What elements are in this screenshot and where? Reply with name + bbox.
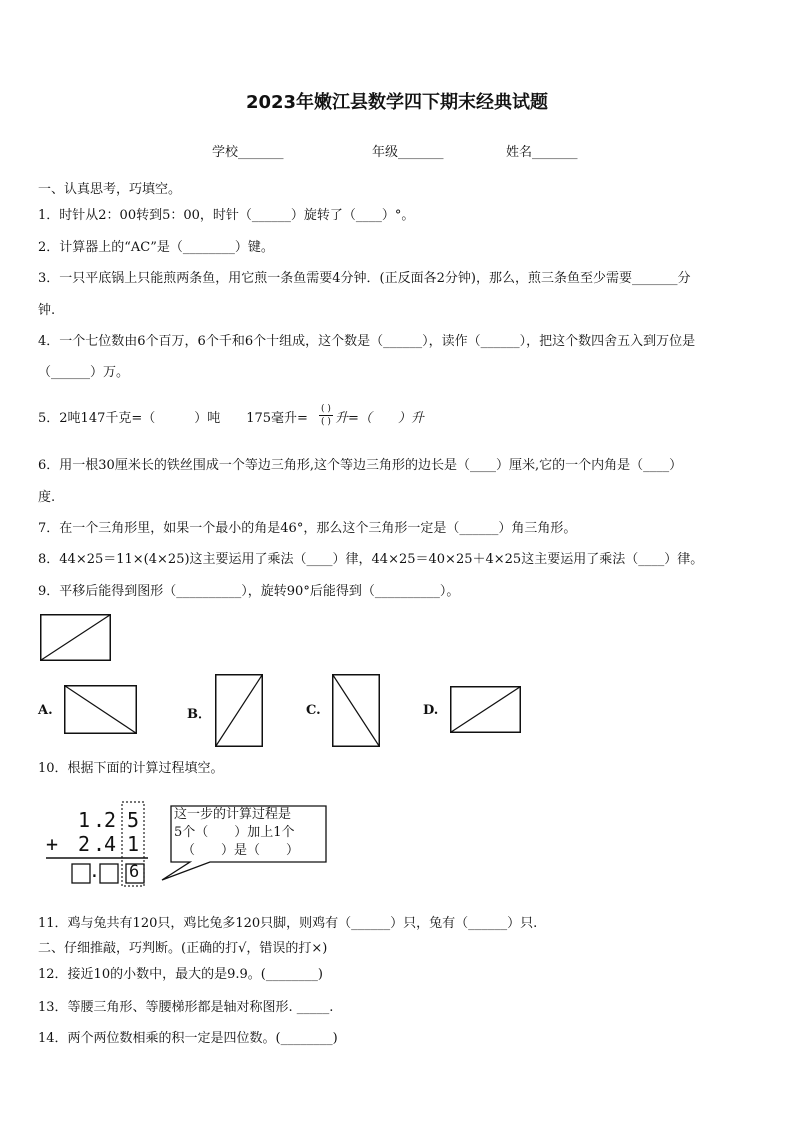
answer-box-2 bbox=[100, 864, 118, 883]
row1-digit-1: 1 bbox=[78, 808, 91, 832]
row2-digit-1: 2 bbox=[78, 832, 91, 856]
section-1-heading: 一、认真思考，巧填空。 bbox=[38, 182, 182, 197]
row1-point: . bbox=[93, 808, 106, 832]
question-14: 14．两个两位数相乘的积一定是四位数。(________) bbox=[38, 1031, 338, 1046]
result-point: . bbox=[89, 861, 100, 882]
option-c-figure bbox=[332, 674, 380, 747]
option-a-label: A. bbox=[38, 703, 53, 718]
option-a-figure bbox=[64, 685, 137, 734]
school-field: 学校_______ bbox=[212, 145, 284, 160]
option-d-label: D. bbox=[423, 703, 439, 718]
question-2: 2．计算器上的“AC”是（________）键。 bbox=[38, 240, 274, 255]
bubble-line-1: 这一步的计算过程是 bbox=[174, 807, 292, 822]
grade-field: 年级_______ bbox=[372, 145, 444, 160]
row1-digit-2: 2 bbox=[104, 808, 117, 832]
question-5-part-1: 5．2吨147千克=（ ）吨 175毫升= bbox=[38, 411, 308, 426]
option-d-figure bbox=[450, 686, 521, 733]
result-last-digit: 6 bbox=[129, 862, 140, 882]
name-field: 姓名_______ bbox=[506, 145, 578, 160]
option-b-label: B． bbox=[187, 707, 211, 722]
question-4-line-1: 4．一个七位数由6个百万，6个千和6个十组成，这个数是（______），读作（______），把这个数四舍五入到万位是 bbox=[38, 334, 696, 349]
question-10: 10．根据下面的计算过程填空。 bbox=[38, 761, 224, 776]
question-8: 8．44×25＝11×(4×25)这主要运用了乘法（____）律，44×25＝40×25＋4×25这主要运用了乘法（____）律。 bbox=[38, 552, 704, 567]
question-3-line-2: 钟. bbox=[38, 303, 56, 318]
question-12: 12．接近10的小数中，最大的是9.9。(________) bbox=[38, 967, 323, 982]
fraction-denominator: ( ) bbox=[321, 417, 331, 427]
question-3-line-1: 3．一只平底锅上只能煎两条鱼，用它煎一条鱼需要4分钟．(正反面各2分钟)，那么，煎三条鱼至少需要_______分 bbox=[38, 271, 691, 286]
question-5-fraction bbox=[319, 404, 333, 427]
row1-digit-3: 5 bbox=[127, 808, 140, 832]
question-6-line-1: 6．用一根30厘米长的铁丝围成一个等边三角形,这个等边三角形的边长是（____）厘米,它的一个内角是（____） bbox=[38, 458, 683, 473]
bubble-line-2: 5个（ ）加上1个 bbox=[174, 825, 295, 840]
section-2-heading: 二、仔细推敲，巧判断。(正确的打√，错误的打×) bbox=[38, 941, 328, 956]
original-figure bbox=[40, 614, 111, 661]
fraction-numerator: ( ) bbox=[321, 404, 331, 414]
bubble-line-3: （ ）是（ ） bbox=[182, 843, 300, 858]
question-5-part-2: 升=（ ）升 bbox=[335, 411, 424, 426]
option-c-label: C. bbox=[306, 703, 321, 718]
row2-digit-3: 1 bbox=[127, 832, 140, 856]
question-9: 9．平移后能得到图形（__________），旋转90°后能得到（__________）。 bbox=[38, 584, 460, 599]
question-11: 11．鸡与兔共有120只，鸡比兔多120只脚，则鸡有（______）只，兔有（______）只. bbox=[38, 916, 538, 931]
page-title: 2023年嫩江县数学四下期末经典试题 bbox=[245, 92, 549, 113]
question-1: 1．时针从2：00转到5：00，时针（______）旋转了（____）°。 bbox=[38, 208, 415, 223]
question-6-line-2: 度. bbox=[38, 490, 56, 505]
vertical-addition-figure bbox=[40, 798, 340, 890]
question-13: 13．等腰三角形、等腰梯形都是轴对称图形. _____. bbox=[38, 1000, 334, 1015]
option-b-figure bbox=[215, 674, 263, 747]
answer-box-1 bbox=[72, 864, 90, 883]
plus-sign: + bbox=[46, 832, 59, 856]
question-4-line-2: （______）万。 bbox=[38, 365, 130, 380]
fraction-bar bbox=[319, 415, 333, 416]
row2-digit-2: 4 bbox=[104, 832, 117, 856]
question-7: 7．在一个三角形里，如果一个最小的角是46°，那么这个三角形一定是（______）角三角形。 bbox=[38, 521, 577, 536]
row2-point: . bbox=[93, 832, 106, 856]
